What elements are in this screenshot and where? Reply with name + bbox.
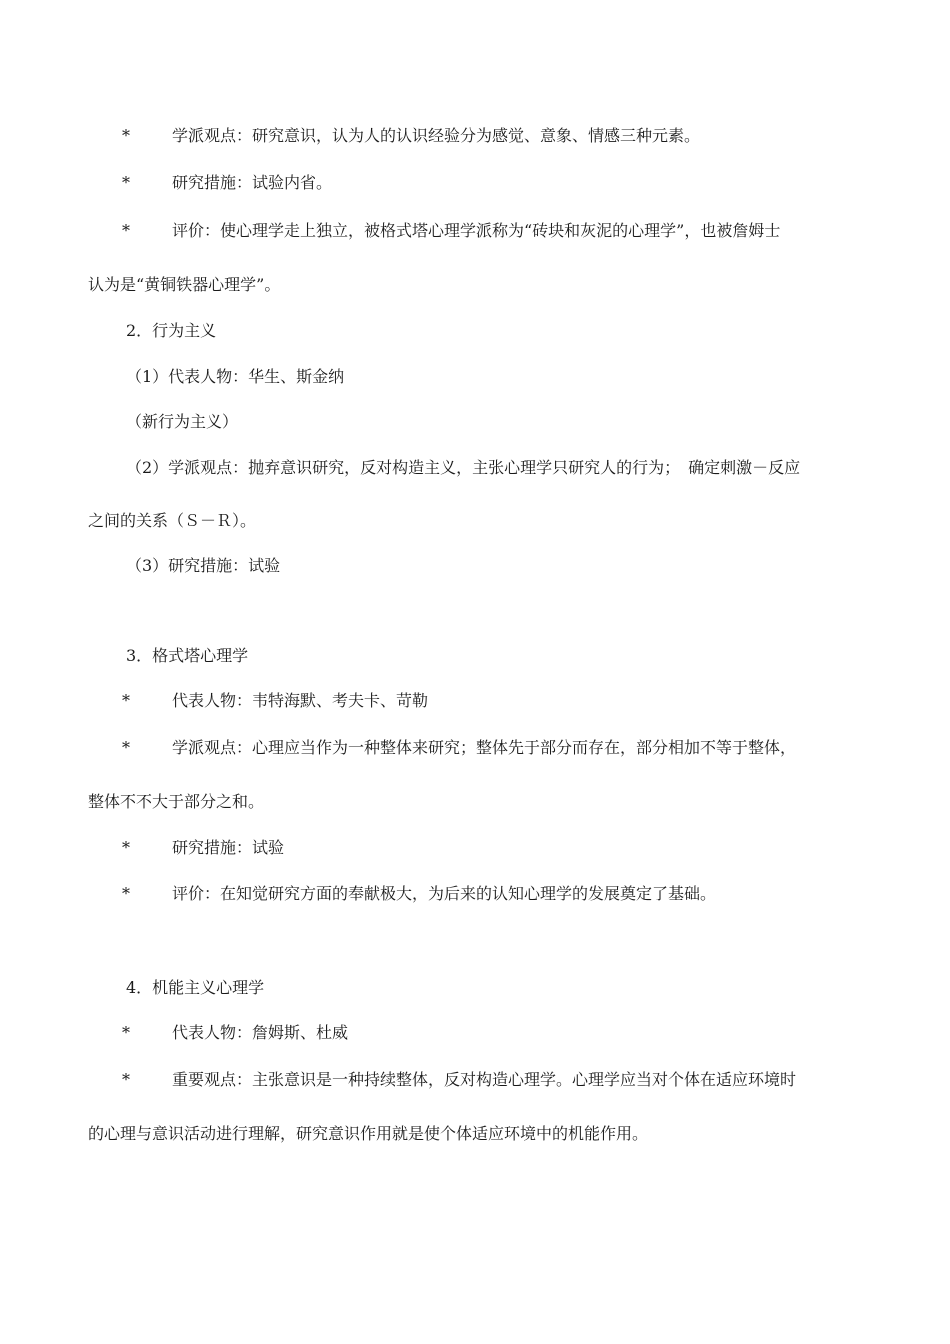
s1-bullet-method: 研究措施：试验内省。 <box>172 173 333 192</box>
section-heading-gestalt: 3．格式塔心理学 <box>126 646 249 665</box>
s2-method: （3）研究措施：试验 <box>126 556 281 575</box>
bullet-marker: * <box>122 173 130 192</box>
s3-bullet-viewpoint: 学派观点：心理应当作为一种整体来研究；整体先于部分而存在，部分相加不等于整体， <box>172 738 797 757</box>
section-heading-behaviorism: 2．行为主义 <box>126 321 217 340</box>
bullet-marker: * <box>122 126 130 145</box>
bullet-marker: * <box>122 691 130 710</box>
bullet-marker: * <box>122 884 130 903</box>
bullet-marker: * <box>122 838 130 857</box>
s1-bullet-evaluation-cont: 认为是“黄铜铁器心理学”。 <box>88 275 281 294</box>
s2-viewpoint: （2）学派观点：抛弃意识研究，反对构造主义，主张心理学只研究人的行为； 确定刺激－反应 <box>126 458 801 477</box>
s4-bullet-viewpoint-cont: 的心理与意识活动进行理解，研究意识作用就是使个体适应环境中的机能作用。 <box>88 1124 649 1143</box>
s3-bullet-representatives: 代表人物：韦特海默、考夫卡、苛勒 <box>172 691 429 710</box>
s1-bullet-evaluation: 评价：使心理学走上独立，被格式塔心理学派称为“砖块和灰泥的心理学”，也被詹姆士 <box>172 221 781 240</box>
s2-representatives: （1）代表人物：华生、斯金纳 <box>126 367 345 386</box>
bullet-marker: * <box>122 738 130 757</box>
s2-neo-behaviorism: （新行为主义） <box>126 412 239 431</box>
s4-bullet-viewpoint: 重要观点：主张意识是一种持续整体，反对构造心理学。心理学应当对个体在适应环境时 <box>172 1070 797 1089</box>
bullet-marker: * <box>122 1023 130 1042</box>
s3-bullet-method: 研究措施：试验 <box>172 838 285 857</box>
section-heading-functionalism: 4．机能主义心理学 <box>126 978 265 997</box>
s4-bullet-representatives: 代表人物：詹姆斯、杜威 <box>172 1023 349 1042</box>
s3-bullet-evaluation: 评价：在知觉研究方面的奉献极大，为后来的认知心理学的发展奠定了基础。 <box>172 884 717 903</box>
s3-bullet-viewpoint-cont: 整体不不大于部分之和。 <box>88 792 265 811</box>
s2-viewpoint-cont: 之间的关系（Ｓ－Ｒ）。 <box>88 511 257 530</box>
bullet-marker: * <box>122 221 130 240</box>
bullet-marker: * <box>122 1070 130 1089</box>
s1-bullet-viewpoint: 学派观点：研究意识，认为人的认识经验分为感觉、意象、情感三种元素。 <box>172 126 701 145</box>
